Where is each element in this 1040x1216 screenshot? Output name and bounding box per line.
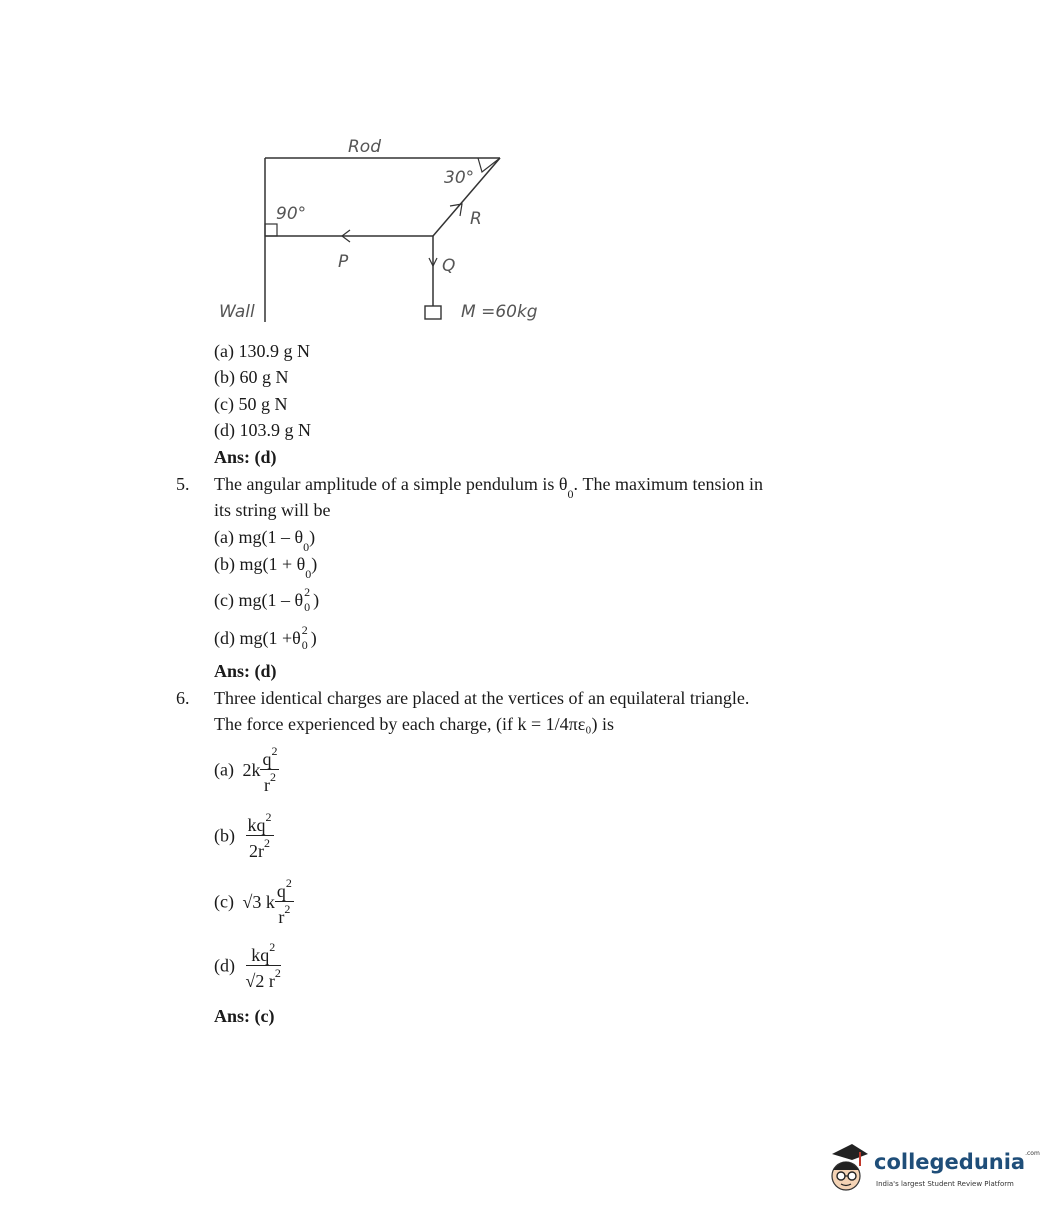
q4-option-c: (c) 50 g N [214, 394, 288, 414]
q4-answer: Ans: (d) [214, 447, 277, 467]
q5-number: 5. [176, 474, 190, 494]
mass-label: M =60kg [461, 302, 538, 322]
q6-option-a: (a) 2k $\frac{q^2}{r^2}$ [214, 744, 278, 795]
q5-question-line1: The angular amplitude of a simple pendulum is $\theta_0$. The maximum tension in [214, 474, 764, 501]
q5-answer: Ans: (d) [214, 661, 277, 681]
force-q-label: Q [442, 256, 456, 276]
q4-option-b: (b) 60 g N [214, 367, 289, 387]
q5-question-line2: its string will be [214, 500, 331, 520]
q6-option-d: (d) $\frac{kq^2}{√2 r^2}$ [214, 940, 281, 991]
q6-option-c: (c) √3 k $\frac{q^2}{r^2}$ [214, 876, 292, 927]
q6-question-line2: The force experienced by each charge, (if k = 1/4πε₀) is [214, 714, 615, 734]
q6-question-line1: Three identical charges are placed at the vertices of an equilateral triangle. [214, 688, 750, 708]
q5-option-c: (c) mg(1 – θ 2 0 ) [214, 585, 320, 614]
collegedunia-logo: collegedunia$^{.com}$ India's largest Student Review Platform [826, 1140, 1016, 1200]
force-r-label: R [470, 209, 482, 229]
q6-number: 6. [176, 688, 190, 708]
mascot-icon [826, 1140, 870, 1196]
q4-option-a: (a) 130.9 g N [214, 341, 310, 361]
force-diagram [210, 130, 570, 330]
q5-option-d: (d) mg(1 +θ 2 0 ) [214, 623, 317, 652]
q5-option-a: (a) $mg(1 - \theta_0)$ [214, 527, 316, 554]
rod-label: Rod [348, 137, 382, 157]
angle-30-label: 30° [444, 168, 475, 188]
angle-90-label: 90° [276, 204, 307, 224]
force-p-label: P [338, 252, 349, 272]
q6-answer: Ans: (c) [214, 1006, 275, 1026]
q6-option-b: (b) $\frac{kq^2}{2r^2}$ [214, 810, 272, 861]
q5-option-b: (b) $mg(1 + \theta_0)$ [214, 554, 318, 581]
q4-option-d: (d) 103.9 g N [214, 420, 311, 440]
wall-label: Wall [219, 302, 255, 322]
